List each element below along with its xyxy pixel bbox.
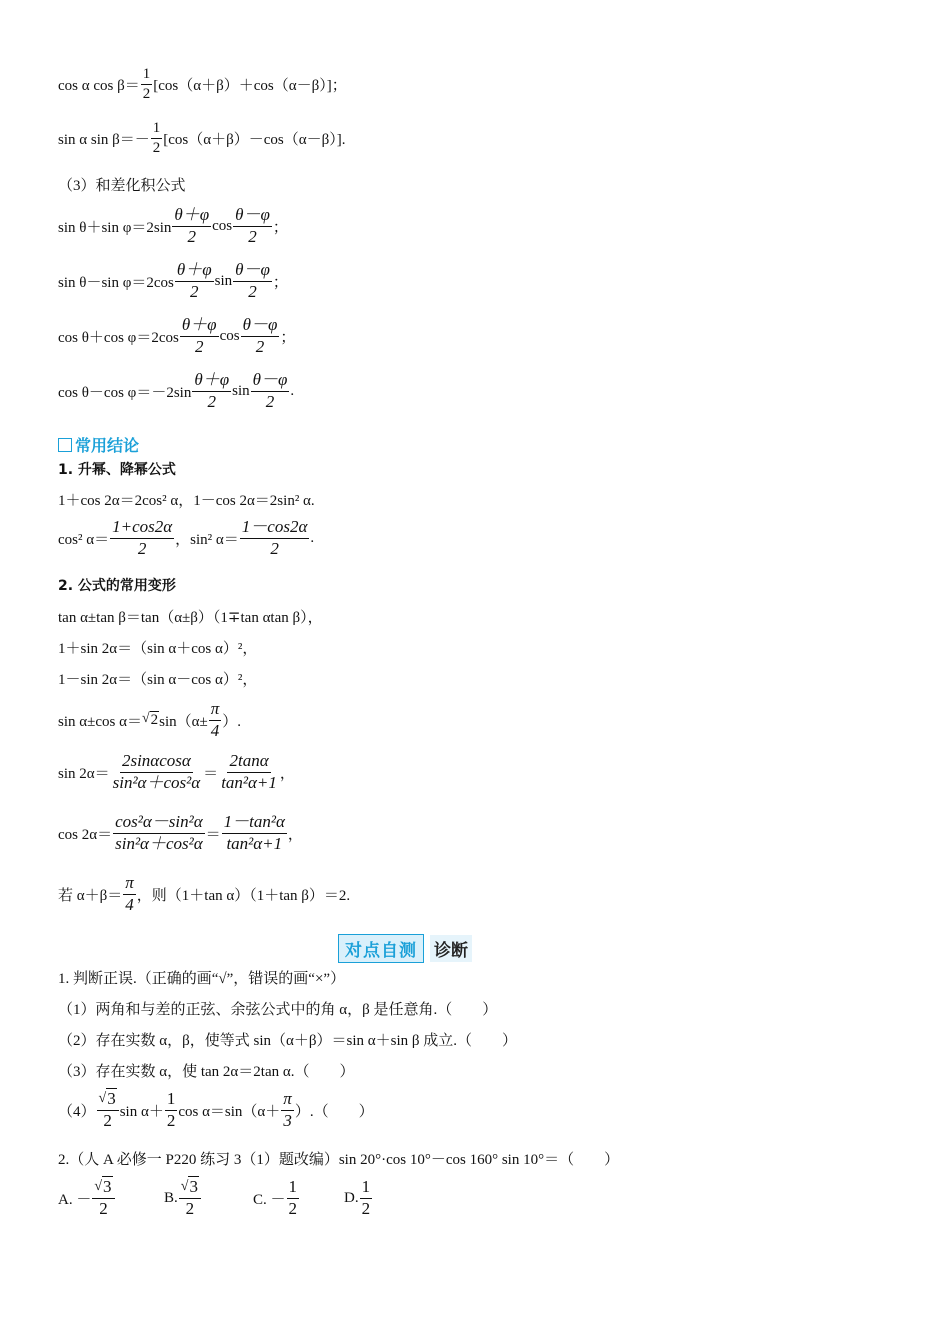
question-2: 2.（人 A 必修一 P220 练习 3（1）题改编）sin 20°·cos 10°－cos 160° sin 10°＝（ ） xyxy=(58,1152,620,1168)
formula-cos2-ratio: cos 2α＝ $\frac{\text{cos²α－sin²α}}{\text{sin²α＋cos²α}}$ ＝ $\frac{\text{1－tan²α}}{\text{tan²α+1}}$ ， xyxy=(58,812,303,853)
fraction: $\frac{√3}{2}$ xyxy=(179,1178,201,1218)
fraction: $\frac{1+\cos 2\alpha}{2}$ xyxy=(112,517,173,558)
sqrt: √3 xyxy=(180,1177,198,1196)
fraction: $\frac{\theta+\varphi}{2}$ xyxy=(174,205,210,246)
fraction: $\frac{1-\cos 2\alpha}{2}$ xyxy=(241,517,308,558)
formula-power-raise: 1＋cos 2α＝2cos² α，1－cos 2α＝2sin² α. xyxy=(58,493,315,509)
fraction: $\frac{\theta+\varphi}{2}$ xyxy=(194,370,230,411)
fraction: $\frac{\text{cos²α－sin²α}}{\text{sin²α＋cos²α}}$ xyxy=(115,812,203,853)
section-title-1: 1. 升幂、降幂公式 xyxy=(58,462,176,478)
fraction: $\frac{1}{2}$ xyxy=(142,66,151,102)
option-b[interactable]: B. $\frac{√3}{2}$ xyxy=(164,1178,202,1218)
option-d[interactable]: D. $\frac{1}{2}$ xyxy=(344,1177,371,1218)
self-test-banner xyxy=(338,934,472,963)
formula-auxiliary-angle: sin α±cos α＝ √2 sin（α± $\frac{\pi}{4}$ ）. xyxy=(58,699,242,740)
formula-sum-to-product-3: cos θ＋cos φ＝2cos $\frac{\theta+\varphi}{2}$ cos $\frac{\theta-\varphi}{2}$ ； xyxy=(58,315,296,356)
fraction: $\frac{√3}{2}$ xyxy=(97,1090,119,1130)
formula-sum-to-product-4: cos θ－cos φ＝－2sin $\frac{\theta+\varphi}{2}$ sin $\frac{\theta-\varphi}{2}$ . xyxy=(58,370,295,411)
formula-one-plus-sin2: 1＋sin 2α＝（sin α＋cos α）²， xyxy=(58,641,258,657)
sqrt: √2 xyxy=(141,710,159,728)
fraction: $\frac{\theta-\varphi}{2}$ xyxy=(235,205,270,246)
sqrt: √3 xyxy=(94,1177,112,1196)
question-1-item-4: （4） $\frac{√3}{2}$ sin α＋ $\frac{1}{2}$ cos α＝sin（α＋ $\frac{\pi}{3}$ ）.（ ） xyxy=(58,1089,374,1130)
fraction: $\frac{\pi}{3}$ xyxy=(283,1089,292,1130)
fraction: $\frac{1}{2}$ xyxy=(288,1177,298,1218)
fraction: $\frac{\pi}{4}$ xyxy=(125,873,134,914)
fraction: $\frac{\text{1－tan²α}}{\text{tan²α+1}}$ xyxy=(223,812,285,853)
question-1-item-1: （1）两角和与差的正弦、余弦公式中的角 α，β 是任意角.（ ） xyxy=(58,1002,498,1018)
fraction: $\frac{\theta+\varphi}{2}$ xyxy=(176,260,212,301)
formula-sin2-ratio: sin 2α＝ $\frac{2\sin\alpha\cos\alpha}{\text{sin²α＋cos²α}}$ ＝ $\frac{2\tan\alpha}{\text{tan²α+1}}$ ， xyxy=(58,751,295,792)
fraction: $\frac{1}{2}$ xyxy=(152,120,161,156)
option-c[interactable]: C. － $\frac{1}{2}$ xyxy=(253,1177,298,1218)
fraction: $\frac{1}{2}$ xyxy=(361,1177,371,1218)
formula-sum-to-product-2: sin θ－sin φ＝2cos $\frac{\theta+\varphi}{2}$ sin $\frac{\theta-\varphi}{2}$ ； xyxy=(58,260,288,301)
question-1-title: 1. 判断正误.（正确的画“√”，错误的画“×”） xyxy=(58,971,346,987)
formula-power-lower: cos² α＝ $\frac{1+\cos 2\alpha}{2}$ ，sin² α＝ $\frac{1-\cos 2\alpha}{2}$ . xyxy=(58,517,315,558)
self-test-banner-title: 对点自测 xyxy=(338,934,424,963)
formula-tan-sum: tan α±tan β＝tan（α±β）（1∓tan αtan β）， xyxy=(58,610,323,626)
section-title-2: 2. 公式的常用变形 xyxy=(58,578,176,594)
formula-tan-product: 若 α＋β＝ $\frac{\pi}{4}$ ，则（1＋tan α）（1＋tan β）＝2. xyxy=(58,873,351,914)
fraction: $\frac{2\tan\alpha}{\text{tan²α+1}}$ xyxy=(221,751,277,792)
sum-to-product-title: （3）和差化积公式 xyxy=(58,178,186,194)
fraction: $\frac{\theta-\varphi}{2}$ xyxy=(242,315,278,356)
common-conclusions-heading: 常用结论 xyxy=(58,433,139,456)
checkbox-square-icon xyxy=(58,438,72,452)
question-1-item-2: （2）存在实数 α，β，使等式 sin（α＋β）＝sin α＋sin β 成立.（ ） xyxy=(58,1033,517,1049)
question-1-item-3: （3）存在实数 α，使 tan 2α＝2tan α.（ ） xyxy=(58,1064,355,1080)
formula-sum-to-product-1: sin θ＋sin φ＝2sin $\frac{\theta+\varphi}{2}$ cos $\frac{\theta-\varphi}{2}$ ； xyxy=(58,205,288,246)
formula-sin-sin: sin α sin β＝－ $\frac{1}{2}$ [cos（α＋β）－cos（α－β）]. xyxy=(58,120,346,156)
fraction: $\frac{\pi}{4}$ xyxy=(210,699,220,740)
fraction: $\frac{√3}{2}$ xyxy=(92,1178,114,1218)
fraction: $\frac{\theta-\varphi}{2}$ xyxy=(235,260,270,301)
fraction: $\frac{\theta+\varphi}{2}$ xyxy=(181,315,217,356)
option-a[interactable]: A. － $\frac{√3}{2}$ xyxy=(58,1178,116,1218)
formula-one-minus-sin2: 1－sin 2α＝（sin α－cos α）²， xyxy=(58,672,258,688)
fraction: $\frac{1}{2}$ xyxy=(166,1089,176,1130)
fraction: $\frac{2\sin\alpha\cos\alpha}{\text{sin²α＋cos²α}}$ xyxy=(112,751,201,792)
fraction: $\frac{\theta-\varphi}{2}$ xyxy=(252,370,288,411)
formula-cos-cos: cos α cos β＝ $\frac{1}{2}$ [cos（α＋β）＋cos（α－β）]； xyxy=(58,66,347,102)
self-test-banner-sub: 诊断 xyxy=(430,935,472,962)
sqrt: √3 xyxy=(98,1089,116,1108)
